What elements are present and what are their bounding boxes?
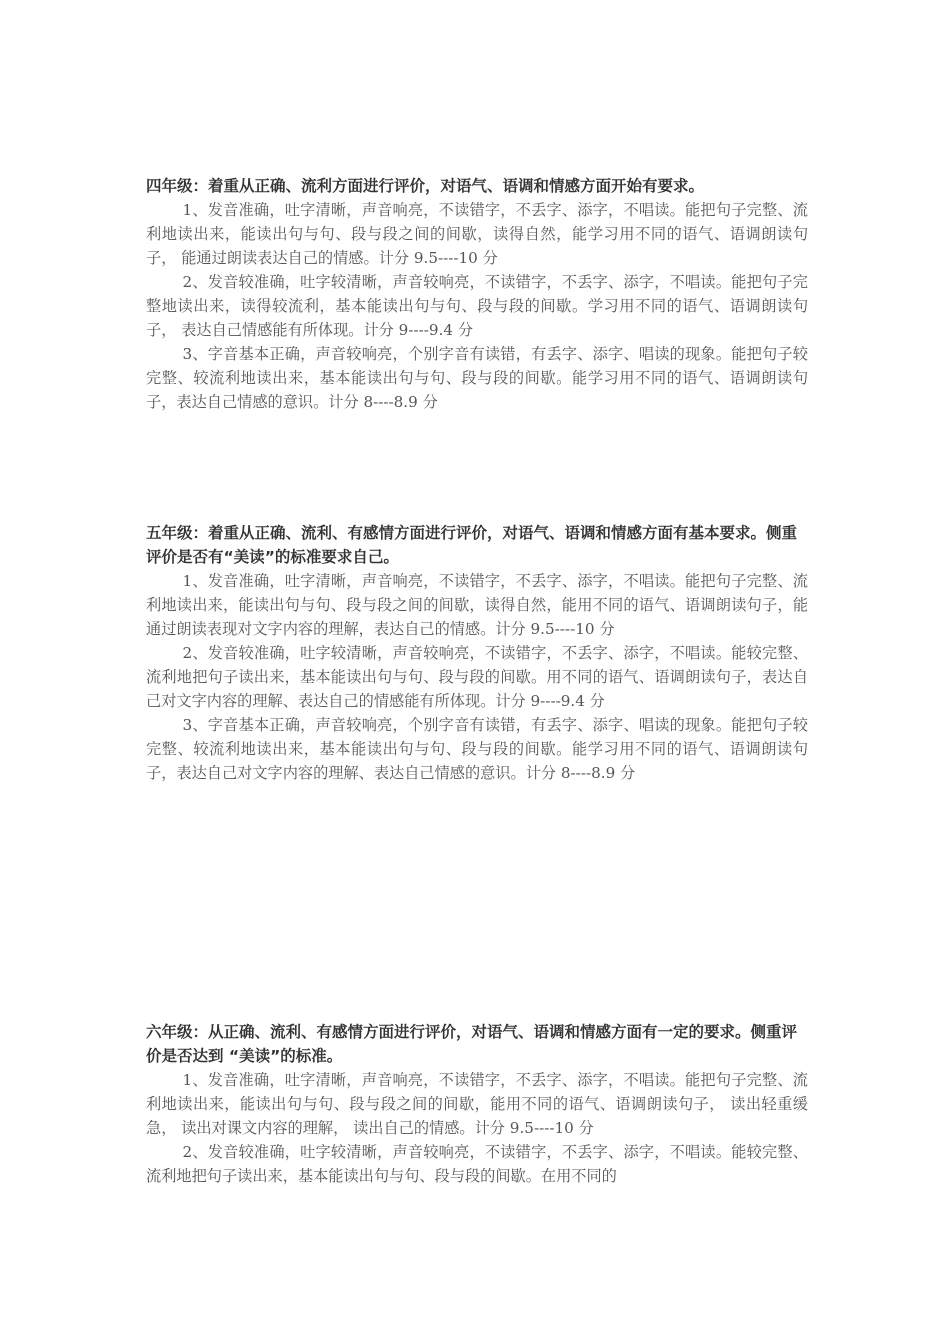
- grade-four-heading: 四年级：着重从正确、流利方面进行评价，对语气、语调和情感方面开始有要求。: [146, 177, 705, 195]
- grade-four-item-2: 2、发音较准确，吐字较清晰，声音较响亮，不读错字，不丢字、添字，不唱读。能把句子完整地读出来，读得较流利，基本能读出句与句、段与段的间歇。学习用不同的语气、语调朗读句子， 表达自己情感能有所体现。计分 9----9.4 分: [146, 273, 808, 339]
- grade-five-heading: 五年级：着重从正确、流利、有感情方面进行评价，对语气、语调和情感方面有基本要求。侧重评价是否有“美读”的标准要求自己。: [146, 524, 798, 566]
- grade-five-item-1: 1、发音准确，吐字清晰，声音响亮，不读错字，不丢字、添字，不唱读。能把句子完整、流利地读出来，能读出句与句、段与段之间的间歇，读得自然，能用不同的语气、语调朗读句子，能通过朗读表现对文字内容的理解，表达自己的情感。计分 9.5----10 分: [146, 572, 808, 638]
- grade-four-item-3: 3、字音基本正确，声音较响亮，个别字音有读错，有丢字、添字、唱读的现象。能把句子较完整、较流利地读出来，基本能读出句与句、段与段的间歇。能学习用不同的语气、语调朗读句子，表达自己情感的意识。计分 8----8.9 分: [146, 345, 808, 411]
- grade-six-heading: 六年级：从正确、流利、有感情方面进行评价，对语气、语调和情感方面有一定的要求。侧重评价是否达到 “美读”的标准。: [146, 1023, 798, 1065]
- grade-six-section: [146, 1020, 808, 1188]
- grade-five-item-3: 3、字音基本正确，声音较响亮，个别字音有读错，有丢字、添字、唱读的现象。能把句子较完整、较流利地读出来，基本能读出句与句、段与段的间歇。能学习用不同的语气、语调朗读句子，表达自己对文字内容的理解、表达自己情感的意识。计分 8----8.9 分: [146, 716, 808, 782]
- grade-four-item-1: 1、发音准确，吐字清晰，声音响亮，不读错字，不丢字、添字，不唱读。能把句子完整、流利地读出来，能读出句与句、段与段之间的间歇，读得自然，能学习用不同的语气、语调朗读句子， 能通过朗读表达自己的情感。计分 9.5----10 分: [146, 201, 808, 267]
- grade-five-section: [146, 521, 808, 785]
- grade-four-section: [146, 174, 808, 414]
- grade-six-item-2: 2、发音较准确，吐字较清晰，声音较响亮，不读错字，不丢字、添字，不唱读。能较完整、流利地把句子读出来，基本能读出句与句、段与段的间歇。在用不同的: [146, 1143, 808, 1185]
- grade-five-item-2: 2、发音较准确，吐字较清晰，声音较响亮，不读错字，不丢字、添字，不唱读。能较完整、流利地把句子读出来，基本能读出句与句、段与段的间歇。用不同的语气、语调朗读句子，表达自己对文字内容的理解、表达自己的情感能有所体现。计分 9----9.4 分: [146, 644, 808, 710]
- grade-six-item-1: 1、发音准确，吐字清晰，声音响亮，不读错字，不丢字、添字，不唱读。能把句子完整、流利地读出来，能读出句与句、段与段之间的间歇，能用不同的语气、语调朗读句子， 读出轻重缓急， 读出对课文内容的理解， 读出自己的情感。计分 9.5----10 分: [146, 1071, 808, 1137]
